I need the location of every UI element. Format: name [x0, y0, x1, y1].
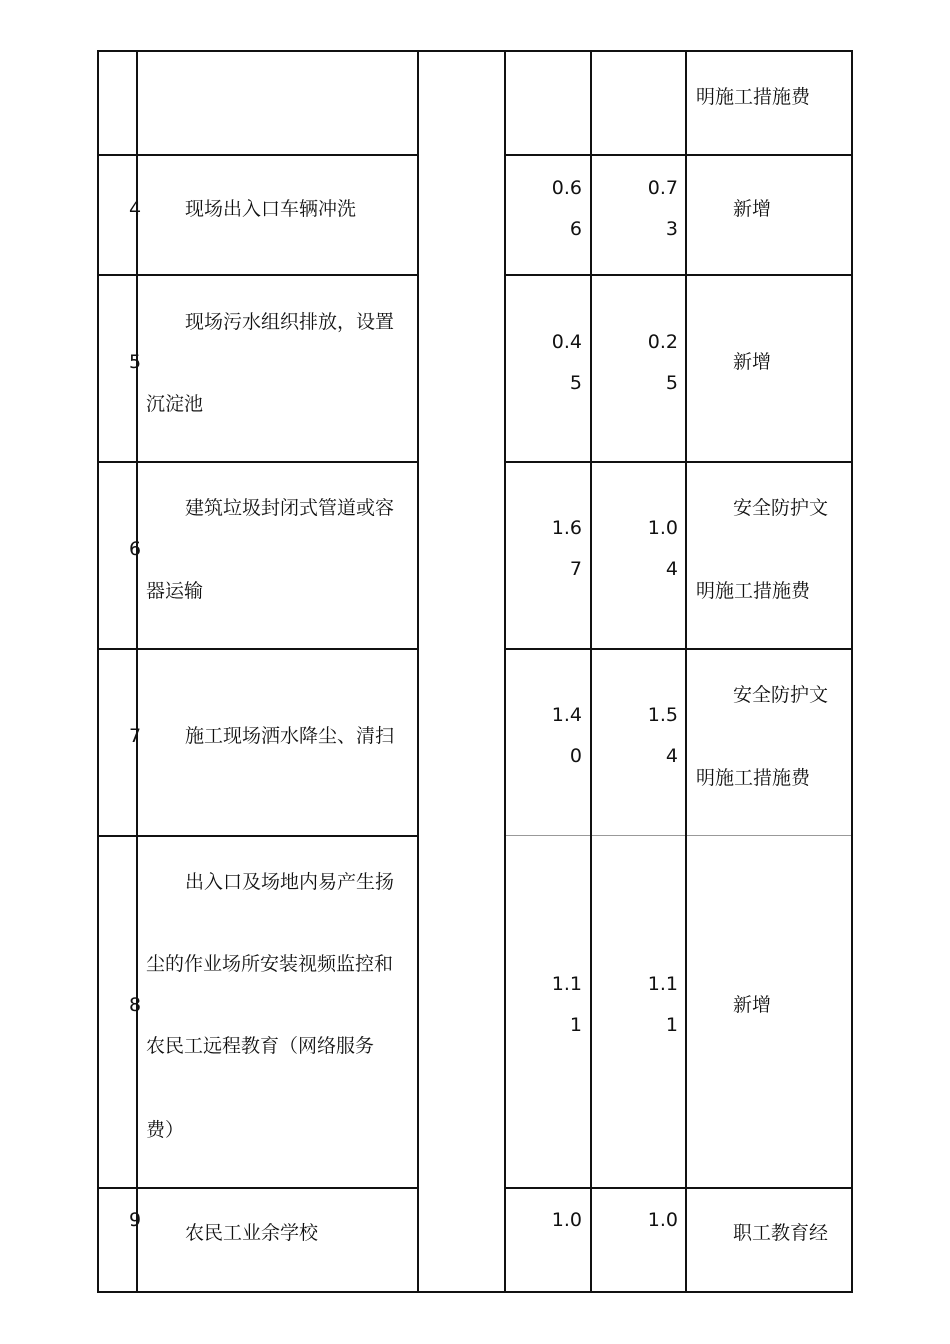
table-top-border — [97, 50, 853, 52]
row-number: 9 — [129, 1209, 142, 1231]
item-cell: 尘的作业场所安装视频监控和 — [146, 953, 394, 975]
item-cell: 现场污水组织排放，设置 — [185, 311, 395, 333]
value-cell: 1 — [665, 1014, 678, 1036]
row-number: 4 — [129, 198, 142, 220]
value-cell: 1.5 — [647, 704, 678, 726]
value-cell: 0.4 — [551, 331, 582, 353]
item-cell: 器运输 — [146, 580, 204, 602]
note-cell: 新增 — [733, 351, 772, 373]
row-divider — [97, 461, 419, 463]
row-divider-thin — [504, 835, 853, 836]
column-divider — [136, 50, 138, 1293]
item-cell: 出入口及场地内易产生扬 — [185, 871, 395, 893]
note-cell: 新增 — [733, 198, 772, 220]
value-cell: 0.6 — [551, 177, 582, 199]
row-divider — [504, 1187, 853, 1189]
value-cell: 5 — [665, 372, 678, 394]
note-cell: 安全防护文 — [733, 497, 829, 519]
value-cell: 6 — [569, 218, 582, 240]
column-divider — [504, 50, 506, 1293]
note-cell: 职工教育经 — [733, 1222, 829, 1244]
value-cell: 1.1 — [647, 973, 678, 995]
row-number: 5 — [129, 351, 142, 373]
item-cell: 费） — [146, 1119, 185, 1141]
note-cell: 安全防护文 — [733, 684, 829, 706]
value-cell: 1.0 — [551, 1209, 582, 1231]
row-divider — [97, 835, 419, 837]
column-divider — [97, 50, 99, 1293]
item-cell: 施工现场洒水降尘、清扫 — [185, 725, 395, 747]
row-divider — [504, 154, 853, 156]
table-right-border — [851, 50, 853, 1293]
value-cell: 0.2 — [647, 331, 678, 353]
note-cell: 明施工措施费 — [696, 580, 811, 602]
column-divider — [417, 50, 419, 1293]
value-cell: 4 — [665, 558, 678, 580]
note-cell: 新增 — [733, 994, 772, 1016]
note-cell: 明施工措施费 — [696, 767, 811, 789]
column-divider — [685, 50, 687, 1293]
row-number: 7 — [129, 725, 142, 747]
value-cell: 1.4 — [551, 704, 582, 726]
column-divider — [590, 50, 592, 835]
table-bottom-border — [97, 1291, 853, 1293]
row-divider — [97, 648, 419, 650]
row-divider — [504, 274, 853, 276]
value-cell: 4 — [665, 745, 678, 767]
value-cell: 0.7 — [647, 177, 678, 199]
value-cell: 1.6 — [551, 517, 582, 539]
value-cell: 1.0 — [647, 517, 678, 539]
item-cell: 建筑垃圾封闭式管道或容 — [185, 497, 395, 519]
item-cell: 农民工业余学校 — [185, 1222, 319, 1244]
row-divider — [97, 274, 419, 276]
item-cell: 现场出入口车辆冲洗 — [185, 198, 357, 220]
row-divider — [504, 648, 853, 650]
note-cell: 明施工措施费 — [696, 86, 811, 108]
item-cell: 农民工远程教育（网络服务 — [146, 1035, 375, 1057]
value-cell: 5 — [569, 372, 582, 394]
value-cell: 3 — [665, 218, 678, 240]
row-divider — [97, 1187, 419, 1189]
value-cell: 7 — [569, 558, 582, 580]
column-divider — [590, 835, 592, 1293]
row-number: 8 — [129, 994, 142, 1016]
item-cell: 沉淀池 — [146, 393, 204, 415]
row-divider — [97, 154, 419, 156]
value-cell: 1.0 — [647, 1209, 678, 1231]
row-number: 6 — [129, 538, 142, 560]
value-cell: 1.1 — [551, 973, 582, 995]
row-divider — [504, 461, 853, 463]
value-cell: 0 — [569, 745, 582, 767]
value-cell: 1 — [569, 1014, 582, 1036]
